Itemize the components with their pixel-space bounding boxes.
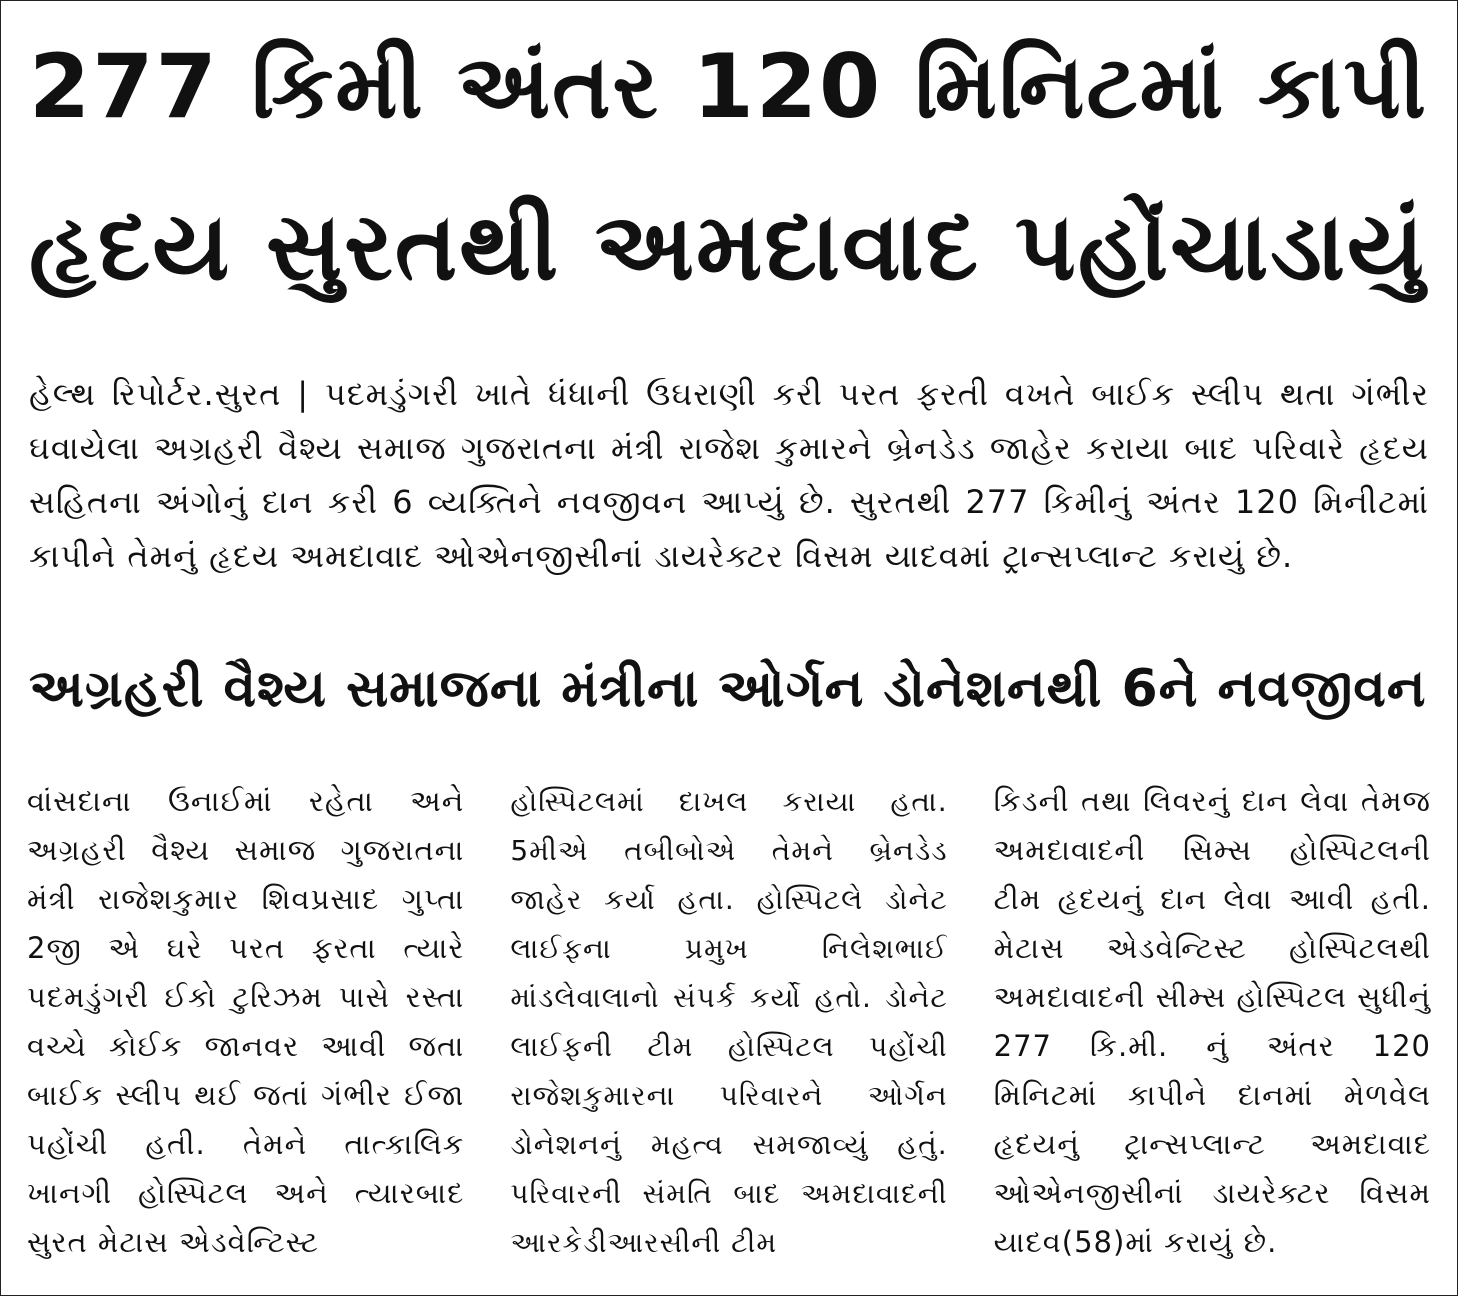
headline-line-1: 277 કિમી અંતર 120 મિનિટમાં કાપી [29, 35, 1428, 138]
body-column-1: વાંસદાના ઉનાઈમાં રહેતા અને અગ્રહરી વૈશ્ય સમાજ ગુજરાતના મંત્રી રાજેશકુમાર શિવપ્રસાદ ગુપ્તા 2જી એ ઘરે પરત ફરતા ત્યારે પદમડુંગરી ઈકો ટુરિઝમ પાસે રસ્તા વચ્ચે કોઈક જાનવર આવી જતા બાઈક સ્લીપ થઈ જતાં ગંભીર ઈજા પહોંચી હતી. તેમને તાત્કાલિક ખાનગી હોસ્પિટલ અને ત્યારબાદ સુરત મેટાસ એડવેન્ટિસ્ટ [27, 784, 465, 1259]
intro-paragraph: હેલ્થ રિપોર્ટર.સુરત | પદમડુંગરી ખાતે ધંધાની ઉઘરાણી કરી પરત ફરતી વખતે બાઈક સ્લીપ થતા ગંભીર ઘવાયેલા અગ્રહરી વૈશ્ય સમાજ ગુજરાતના મંત્રી રાજેશ કુમારને બ્રેનડેડ જાહેર કરાયા બાદ પરિવારે હૃદય સહિતના અંગોનું દાન કરી 6 વ્યક્તિને નવજીવન આપ્યું છે. સુરતથી 277 કિમીનું અંતર 120 મિનીટમાં કાપીને તેમનું હૃદય અમદાવાદ ઓએનજીસીનાં ડાયરેક્ટર વિસમ યાદવમાં ટ્રાન્સપ્લાન્ટ કરાયું છે. [29, 375, 1429, 575]
subheadline: અગ્રહરી વૈશ્ય સમાજના મંત્રીના ઓર્ગન ડોનેશનથી 6ને નવજીવન [29, 659, 1427, 719]
headline-line-2: હૃદય સુરતથી અમદાવાદ પહોંચાડાયું [29, 193, 1427, 302]
body-column-3: કિડની તથા લિવરનું દાન લેવા તેમજ અમદાવાદની સિમ્સ હોસ્પિટલની ટીમ હૃદયનું દાન લેવા આવી હતી. મેટાસ એડવેન્ટિસ્ટ હોસ્પિટલથી અમદાવાદની સીમ્સ હોસ્પિટલ સુધીનું 277 કિ.મી. નું અંતર 120 મિનિટમાં કાપીને દાનમાં મેળવેલ હૃદયનું ટ્રાન્સપ્લાન્ટ અમદાવાદ ઓએનજીસીનાં ડાયરેક્ટર વિસમ યાદવ(58)માં કરાયું છે. [993, 784, 1431, 1259]
body-columns [27, 777, 1431, 1277]
body-column-2: હોસ્પિટલમાં દાખલ કરાયા હતા. 5મીએ તબીબોએ તેમને બ્રેનડેડ જાહેર કર્યા હતા. હોસ્પિટલે ડોનેટ લાઈફના પ્રમુખ નિલેશભાઈ માંડલેવાલાનો સંપર્ક કર્યો હતો. ડોનેટ લાઈફની ટીમ હોસ્પિટલ પહોંચી રાજેશકુમારના પરિવારને ઓર્ગન ડોનેશનનું મહત્વ સમજાવ્યું હતું. પરિવારની સંમતિ બાદ અમદાવાદની આરકેડીઆરસીની ટીમ [510, 785, 948, 1259]
